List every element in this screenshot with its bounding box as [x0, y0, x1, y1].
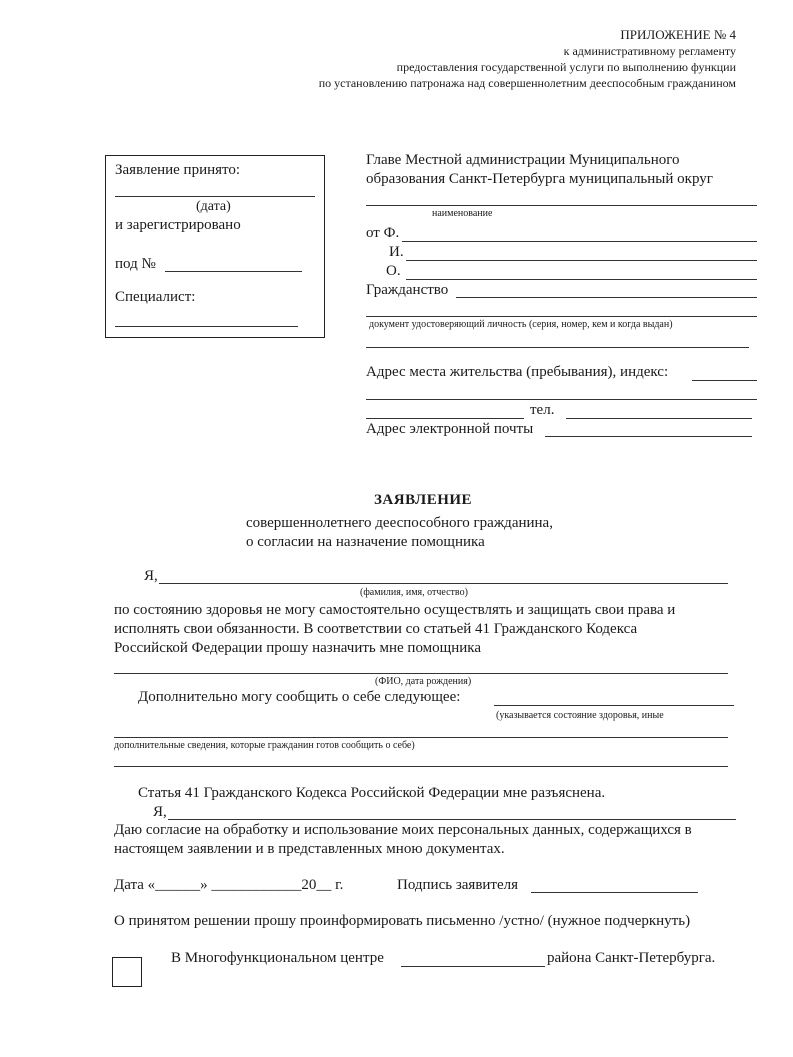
appendix-number: ПРИЛОЖЕНИЕ № 4: [620, 27, 736, 42]
document-title: ЗАЯВЛЕНИЕ: [374, 492, 473, 508]
surname-label: от Ф.: [366, 225, 400, 241]
document-subtitle-1: совершеннолетнего дееспособного гражданина,: [246, 515, 553, 531]
receipt-accepted-label: Заявление принято:: [115, 162, 241, 178]
postal-index-field[interactable]: [692, 380, 757, 381]
applicant-fio-field[interactable]: [159, 583, 728, 584]
additional-info-label: Дополнительно могу сообщить о себе следующее:: [138, 689, 461, 705]
patronymic-label: О.: [386, 263, 401, 279]
municipality-name-field[interactable]: [366, 205, 757, 206]
consent-line-1: Даю согласие на обработку и использование моих персональных данных, содержащихся в: [114, 822, 692, 838]
additional-info-field-2[interactable]: [114, 737, 728, 738]
address-field-2[interactable]: [366, 418, 524, 419]
statement-line-2: исполнять свои обязанности. В соответствии со статьей 41 Гражданского Кодекса: [114, 621, 638, 637]
id-document-field-2[interactable]: [366, 347, 749, 348]
applicant-prefix: Я,: [144, 568, 158, 584]
signature-label: Подпись заявителя: [397, 877, 519, 893]
email-field[interactable]: [545, 436, 752, 437]
addressee-line-2: образования Санкт-Петербурга муниципальный округ: [366, 171, 713, 187]
header-line-2: предоставления государственной услуги по выполнению функции: [396, 60, 736, 74]
additional-info-field-3[interactable]: [114, 766, 728, 767]
mfc-suffix: района Санкт-Петербурга.: [547, 950, 716, 966]
receipt-number-label: под №: [115, 256, 156, 272]
mfc-checkbox[interactable]: [112, 957, 142, 987]
receipt-specialist-field[interactable]: [115, 326, 298, 327]
signature-field[interactable]: [531, 892, 698, 893]
receipt-number-field[interactable]: [165, 271, 302, 272]
header-line-3: по установлению патронажа над совершеннолетним дееспособным гражданином: [318, 76, 736, 90]
assistant-fio-field[interactable]: [114, 673, 728, 674]
inform-request: О принятом решении прошу проинформировать письменно /устно/ (нужное подчеркнуть): [114, 913, 691, 929]
citizenship-field[interactable]: [456, 297, 757, 298]
addressee-line-1: Главе Местной администрации Муниципального: [366, 152, 680, 168]
consent-fio-field[interactable]: [168, 819, 736, 820]
mfc-district-field[interactable]: [401, 966, 545, 967]
first-name-field[interactable]: [406, 260, 757, 261]
id-document-caption: документ удостоверяющий личность (серия, номер, кем и когда выдан): [369, 319, 673, 330]
date-line[interactable]: Дата «______» ____________20__ г.: [114, 877, 344, 893]
applicant-fio-caption: (фамилия, имя, отчество): [360, 587, 468, 598]
statement-line-3: Российской Федерации прошу назначить мне помощника: [114, 640, 481, 656]
consent-prefix: Я,: [153, 804, 167, 820]
municipality-name-caption: наименование: [432, 208, 493, 219]
email-label: Адрес электронной почты: [366, 421, 534, 437]
article-explained: Статья 41 Гражданского Кодекса Российской Федерации мне разъяснена.: [138, 785, 606, 801]
document-subtitle-2: о согласии на назначение помощника: [246, 534, 485, 550]
citizenship-label: Гражданство: [366, 282, 449, 298]
mfc-prefix: В Многофункциональном центре: [171, 950, 384, 966]
first-name-label: И.: [389, 244, 404, 260]
surname-field[interactable]: [402, 241, 757, 242]
assistant-fio-caption: (ФИО, дата рождения): [375, 676, 472, 687]
id-document-field[interactable]: [366, 316, 757, 317]
phone-field[interactable]: [566, 418, 752, 419]
health-caption: (указывается состояние здоровья, иные: [496, 710, 664, 721]
additional-info-field[interactable]: [494, 705, 734, 706]
receipt-registered-label: и зарегистрировано: [115, 217, 241, 233]
phone-label: тел.: [530, 402, 555, 418]
consent-line-2: настоящем заявлении и в представленных мною документах.: [114, 841, 505, 857]
receipt-date-field[interactable]: [115, 196, 315, 197]
receipt-box: [105, 155, 325, 338]
patronymic-field[interactable]: [406, 279, 757, 280]
address-field[interactable]: [366, 399, 757, 400]
address-label: Адрес места жительства (пребывания), индекс:: [366, 364, 669, 380]
extra-info-caption: дополнительные сведения, которые гражданин готов сообщить о себе): [114, 740, 415, 751]
receipt-date-caption: (дата): [196, 199, 231, 214]
statement-line-1: по состоянию здоровья не могу самостоятельно осуществлять и защищать свои права и: [114, 602, 676, 618]
header-line-1: к административному регламенту: [563, 44, 736, 58]
receipt-specialist-label: Специалист:: [115, 289, 196, 305]
